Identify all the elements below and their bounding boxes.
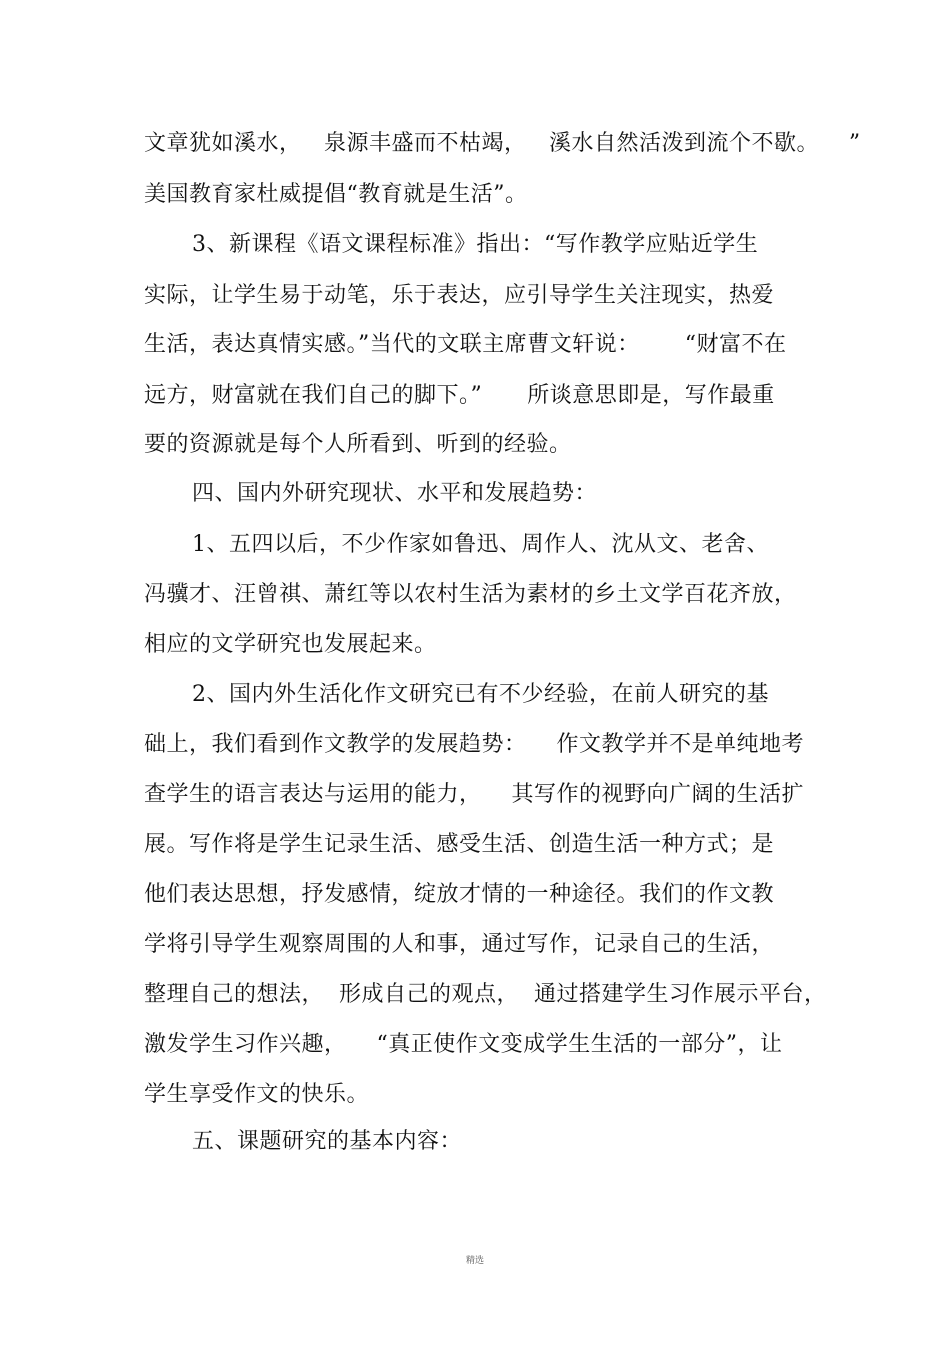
- text-line: 相应的文学研究也发展起来。: [144, 632, 437, 657]
- text-line: 查学生的语言表达与运用的能力， 其写作的视野向广阔的生活扩: [144, 782, 804, 807]
- text-line: 展。写作将是学生记录生活、感受生活、创造生活一种方式；是: [144, 832, 775, 857]
- text-line: 激发学生习作兴趣， “真正使作文变成学生生活的一部分”，让: [144, 1032, 783, 1057]
- text-line: 整理自己的想法， 形成自己的观点， 通过搭建学生习作展示平台，: [144, 982, 827, 1007]
- section-heading: 五、课题研究的基本内容：: [192, 1129, 463, 1154]
- text-line: 美国教育家杜威提倡“教育就是生活”。: [144, 182, 528, 207]
- text-line: 远方，财富就在我们自己的脚下。” 所谈意思即是，写作最重: [144, 383, 775, 408]
- text-line: 础上，我们看到作文教学的发展趋势： 作文教学并不是单纯地考: [144, 732, 804, 757]
- text-line: 1、五四以后，不少作家如鲁迅、周作人、沈从文、老舍、: [192, 532, 769, 557]
- text-line: 2、国内外生活化作文研究已有不少经验，在前人研究的基: [192, 682, 769, 707]
- section-heading: 四、国内外研究现状、水平和发展趋势：: [192, 481, 598, 506]
- text-line: 学将引导学生观察周围的人和事，通过写作，记录自己的生活，: [144, 932, 775, 957]
- text-line: 生活，表达真情实感。”当代的文联主席曹文轩说： “财富不在: [144, 332, 787, 357]
- text-line: 他们表达思想，抒发感情，绽放才情的一种途径。我们的作文教: [144, 882, 775, 907]
- text-line: 文章犹如溪水， 泉源丰盛而不枯竭， 溪水自然活泼到流个不歇。 ”: [144, 131, 861, 156]
- text-line: 冯骥才、汪曾祺、萧红等以农村生活为素材的乡土文学百花齐放，: [144, 582, 797, 607]
- text-line: 学生享受作文的快乐。: [144, 1082, 370, 1107]
- text-line: 3、新课程《语文课程标准》指出：“写作教学应贴近学生: [192, 232, 759, 257]
- text-line: 要的资源就是每个人所看到、听到的经验。: [144, 432, 572, 457]
- text-line: 实际，让学生易于动笔，乐于表达，应引导学生关注现实，热爱: [144, 283, 775, 308]
- page-footer: 精选: [465, 1256, 484, 1266]
